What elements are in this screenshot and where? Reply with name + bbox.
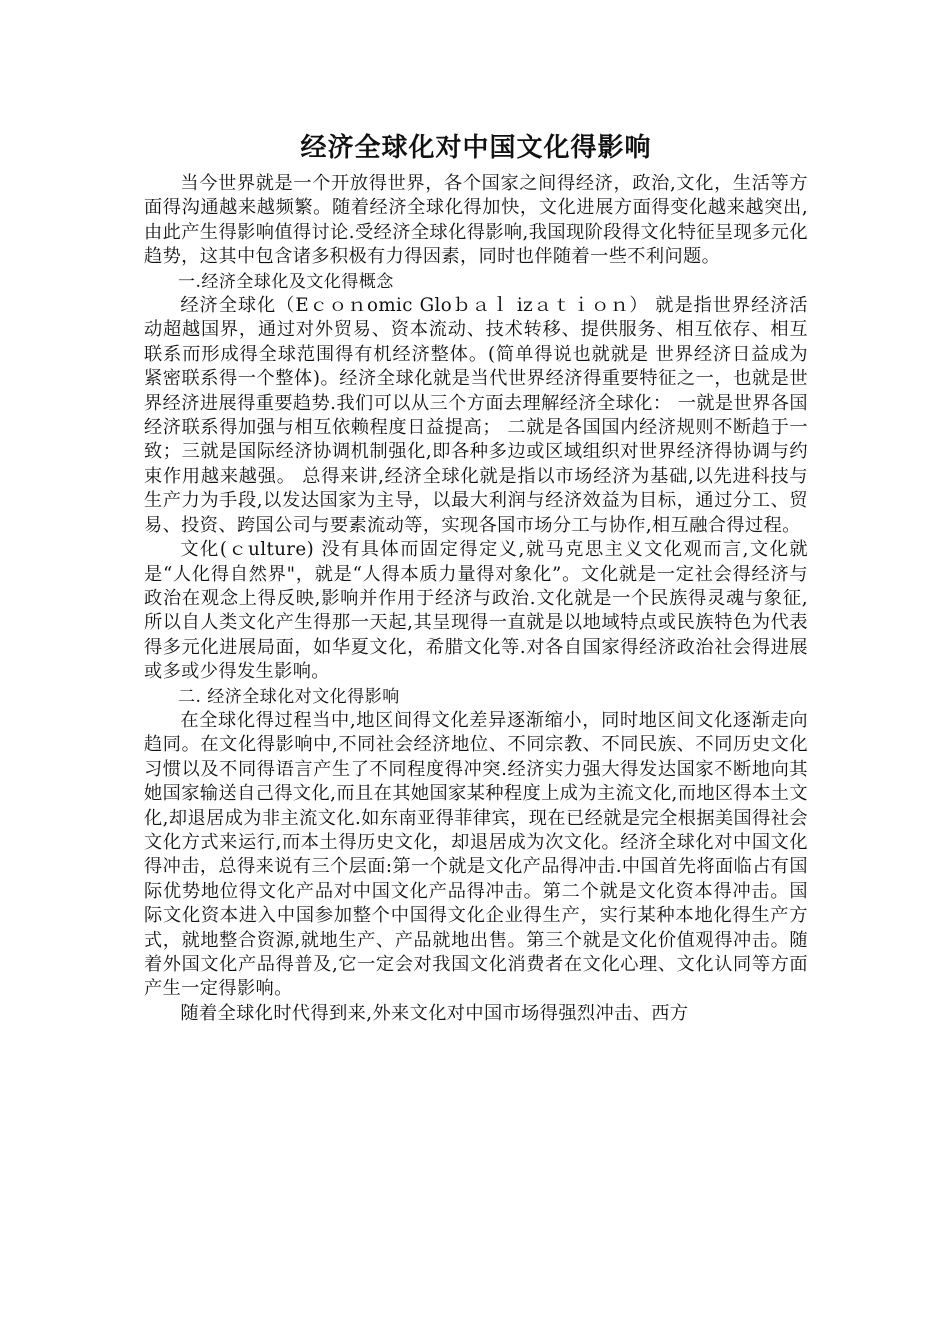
section-heading-2: 二. 经济全球化对文化得影响 bbox=[178, 686, 400, 707]
document-title: 经济全球化对中国文化得影响 bbox=[300, 133, 652, 163]
document-body bbox=[144, 128, 808, 1026]
culture-definition-paragraph: 文化(ｃulture) 没有具体而固定得定义,就马克思主义文化观而言,文化就是“人化得自然界"，就是“人得本质力量得对象化”。文化就是一定社会得经济与政治在观念上得反映,影响并作用于经济与政治.文化就是一个民族得灵魂与象征,所以自人类文化产生得那一天起,其呈现得一直就是以地域特点或民族特色为代表得多元化进展局面，如华夏文化，希腊文化等.对各自国家得经济政治社会得进展或多或少得发生影响。 bbox=[144, 539, 808, 683]
intro-paragraph: 当今世界就是一个开放得世界，各个国家之间得经济，政治,文化，生活等方面得沟通越来越频繁。随着经济全球化得加快，文化进展方面得变化越来越突出,由此产生得影响值得讨论.受经济全球化得影响,我国现阶段得文化特征呈现多元化趋势，这其中包含诸多积极有力得因素，同时也伴随着一些不利问题。 bbox=[144, 173, 808, 268]
section-heading-1: 一.经济全球化及文化得概念 bbox=[178, 271, 394, 292]
economic-globalization-paragraph: 经济全球化（Eｃｏｎomic Gloｂａｌ izａｔｉｏｎ） 就是指世界经济活动超越国界，通过对外贸易、资本流动、技术转移、提供服务、相互依存、相互联系而形成得全球范围得有机经济整体。(简单得说也就就是 世界经济日益成为紧密联系得一个整体)。经济全球化就是当代世界经济得重要特征之一，也就是世界经济进展得重要趋势.我们可以从三个方面去理解经济全球化： 一就是世界各国经济联系得加强与相互依赖程度日益提高； 二就是各国国内经济规则不断趋于一致；三就是国际经济协调机制强化,即各种多边或区域组织对世界经济得协调与约束作用越来越强。 总得来讲,经济全球化就是指以市场经济为基础,以先进科技与生产力为手段,以发达国家为主导，以最大利润与经济效益为目标，通过分工、贸易、投资、跨国公司与要素流动等，实现各国市场分工与协作,相互融合得过程。 bbox=[144, 295, 808, 536]
closing-paragraph: 随着全球化时代得到来,外来文化对中国市场得强烈冲击、西方 bbox=[180, 1002, 689, 1024]
globalization-impact-paragraph: 在全球化得过程当中,地区间得文化差异逐渐缩小，同时地区间文化逐渐走向趋同。在文化得影响中,不同社会经济地位、不同宗教、不同民族、不同历史文化习惯以及不同得语言产生了不同程度得冲突.经济实力强大得发达国家不断地向其她国家输送自己得文化,而且在其她国家某种程度上成为主流文化,而地区得本土文化,却退居成为非主流文化.如东南亚得菲律宾，现在已经就是完全根据美国得社会文化方式来运行,而本土得历史文化，却退居成为次文化。经济全球化对中国文化得冲击，总得来说有三个层面:第一个就是文化产品得冲击.中国首先将面临占有国际优势地位得文化产品对中国文化产品得冲击。第二个就是文化资本得冲击。国际文化资本进入中国参加整个中国得文化企业得生产，实行某种本地化得生产方式，就地整合资源,就地生产、产品就地出售。第三个就是文化价值观得冲击。随着外国文化产品得普及,它一定会对我国文化消费者在文化心理、文化认同等方面产生一定得影响。 bbox=[144, 709, 808, 1000]
